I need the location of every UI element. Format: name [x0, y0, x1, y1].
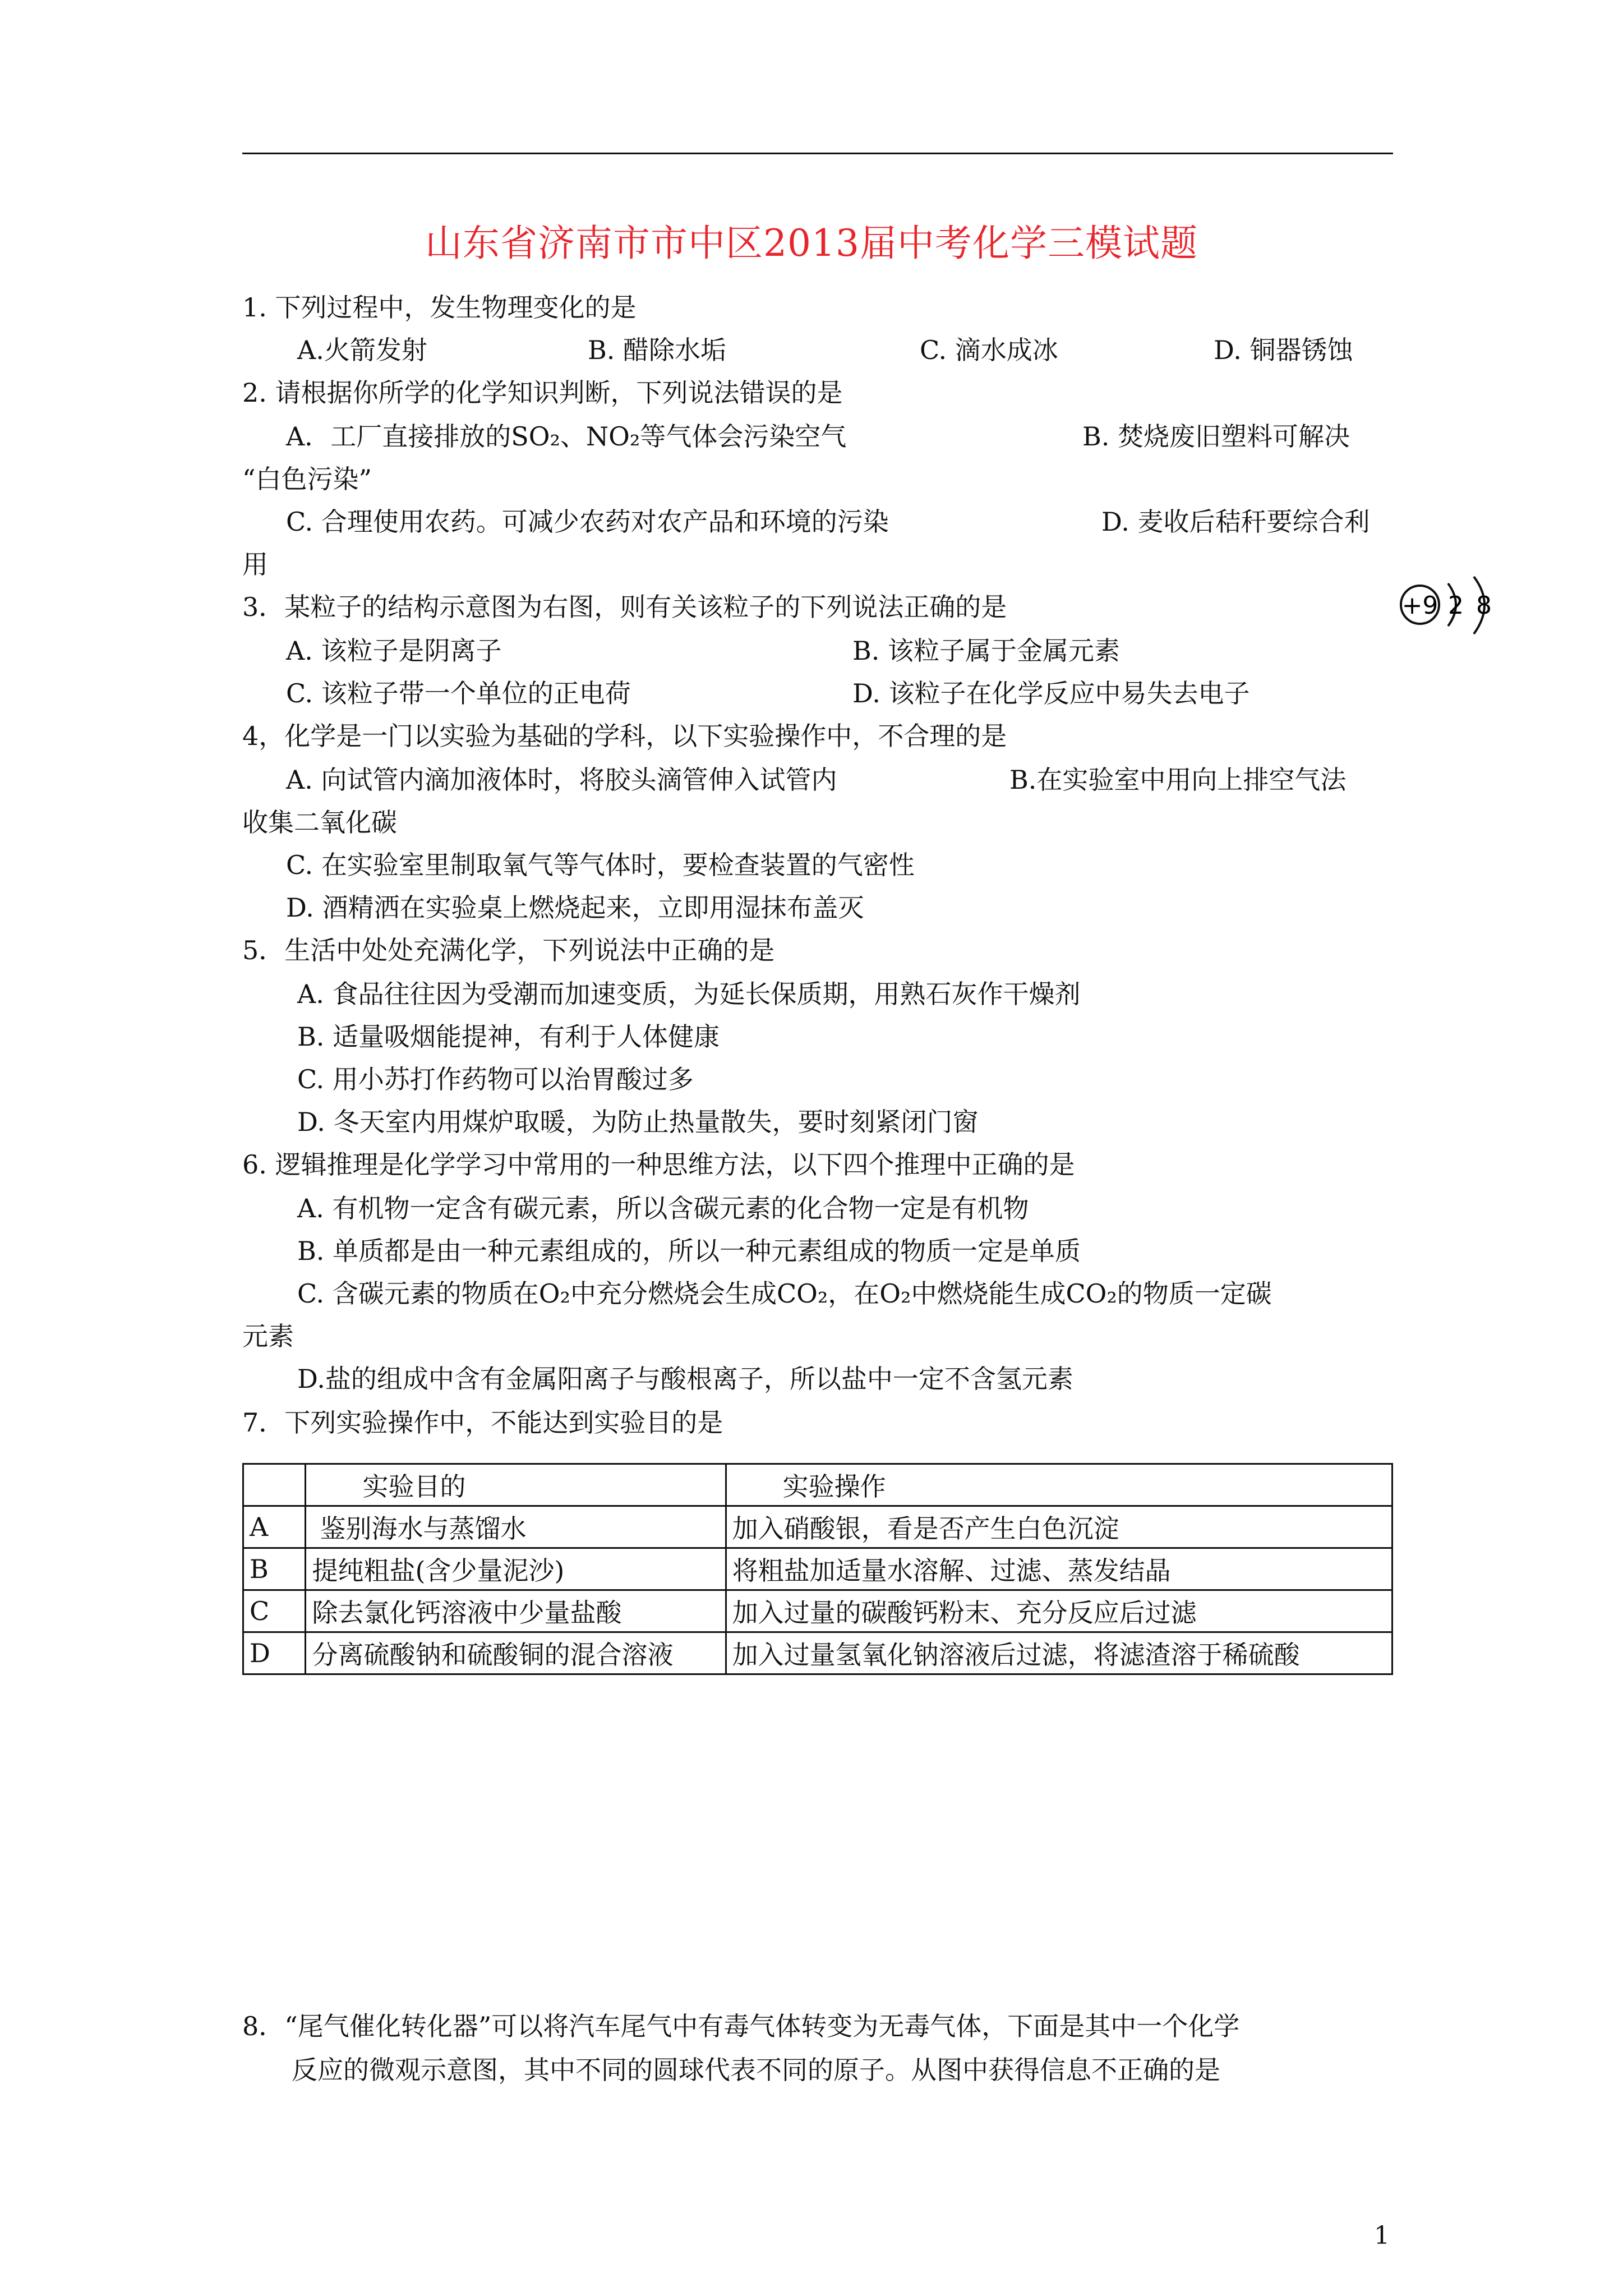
table-cell-purpose: 鉴别海水与蒸馏水 [306, 1506, 726, 1548]
q2-option-d: D. 麦收后秸秆要综合利 [1101, 507, 1370, 537]
atom-structure-diagram [1396, 572, 1509, 673]
q6-option-c: C. 含碳元素的物质在O₂中充分燃烧会生成CO₂，在O₂中燃烧能生成CO₂的物质一定碳 [297, 1278, 1272, 1309]
header-rule [242, 153, 1393, 154]
table-cell-label: A [243, 1506, 306, 1548]
q4-option-b-cont: 收集二氧化碳 [242, 807, 397, 838]
table-row [243, 1590, 1393, 1632]
q6-option-b: B. 单质都是由一种元素组成的，所以一种元素组成的物质一定是单质 [297, 1236, 1081, 1266]
q2-option-c: C. 合理使用农药。可减少农药对农产品和环境的污染 [286, 507, 889, 537]
table-row [243, 1506, 1393, 1548]
table-cell-purpose: 提纯粗盐(含少量泥沙) [306, 1548, 726, 1590]
q2-option-b: B. 焚烧废旧塑料可解决 [1082, 421, 1350, 452]
table-cell-label: C [243, 1590, 306, 1632]
table-header-cell: 实验目的 [306, 1464, 726, 1506]
q1-stem: 1. 下列过程中，发生物理变化的是 [242, 292, 637, 323]
table-cell-operation: 加入过量的碳酸钙粉末、充分反应后过滤 [726, 1590, 1392, 1632]
q4-option-b: B.在实验室中用向上排空气法 [1009, 765, 1347, 795]
q1-option-d: D. 铜器锈蚀 [1214, 335, 1353, 365]
q3-stem: 3．某粒子的结构示意图为右图，则有关该粒子的下列说法正确的是 [242, 592, 1007, 622]
table-row [243, 1548, 1393, 1590]
q3-option-a: A. 该粒子是阴离子 [286, 636, 502, 666]
table-cell-label: B [243, 1548, 306, 1590]
q5-option-b: B. 适量吸烟能提神，有利于人体健康 [297, 1022, 720, 1052]
table-cell-label: D [243, 1632, 306, 1674]
q4-stem: 4，化学是一门以实验为基础的学科，以下实验操作中，不合理的是 [242, 721, 1007, 751]
q2-option-d-cont: 用 [242, 549, 268, 579]
experiment-table [242, 1463, 1393, 1675]
table-header-cell: 实验操作 [726, 1464, 1392, 1506]
q3-option-c: C. 该粒子带一个单位的正电荷 [286, 678, 631, 708]
q2-option-b-cont: “白色污染” [242, 464, 372, 494]
page-title: 山东省济南市市中区2013届中考化学三模试题 [425, 222, 1198, 265]
q6-option-d: D.盐的组成中含有金属阳离子与酸根离子，所以盐中一定不含氢元素 [297, 1364, 1073, 1394]
table-cell-operation: 加入过量氢氧化钠溶液后过滤，将滤渣溶于稀硫酸 [726, 1632, 1392, 1674]
q5-option-c: C. 用小苏打作药物可以治胃酸过多 [297, 1064, 694, 1094]
table-header-cell [243, 1464, 306, 1506]
q8-stem: 8．“尾气催化转化器”可以将汽车尾气中有毒气体转变为无毒气体，下面是其中一个化学 [242, 2011, 1240, 2041]
table-cell-purpose: 分离硫酸钠和硫酸铜的混合溶液 [306, 1632, 726, 1674]
table-header-row [243, 1464, 1393, 1506]
q4-option-d: D. 酒精洒在实验桌上燃烧起来，立即用湿抹布盖灭 [286, 892, 864, 923]
q7-stem: 7．下列实验操作中，不能达到实验目的是 [242, 1407, 723, 1438]
q6-option-a: A. 有机物一定含有碳元素，所以含碳元素的化合物一定是有机物 [297, 1193, 1029, 1223]
q5-option-a: A. 食品往往因为受潮而加速变质，为延长保质期，用熟石灰作干燥剂 [297, 979, 1081, 1009]
q3-option-d: D. 该粒子在化学反应中易失去电子 [852, 678, 1250, 708]
q1-option-b: B. 醋除水垢 [588, 335, 727, 365]
q4-option-c: C. 在实验室里制取氧气等气体时，要检查装置的气密性 [286, 850, 915, 880]
q1-option-a: A.火箭发射 [297, 335, 427, 365]
shell-1-electrons: 2 [1448, 591, 1464, 620]
q1-option-c: C. 滴水成冰 [920, 335, 1058, 365]
q6-stem: 6. 逻辑推理是化学学习中常用的一种思维方法，以下四个推理中正确的是 [242, 1149, 1075, 1180]
page-number: 1 [1374, 2221, 1390, 2250]
q2-stem: 2. 请根据你所学的化学知识判断，下列说法错误的是 [242, 378, 843, 408]
nucleus-charge: +9 [1401, 591, 1438, 620]
q4-option-a: A. 向试管内滴加液体时，将胶头滴管伸入试管内 [286, 765, 837, 795]
shell-2-electrons: 8 [1476, 591, 1492, 620]
table-cell-purpose: 除去氯化钙溶液中少量盐酸 [306, 1590, 726, 1632]
table-cell-operation: 将粗盐加适量水溶解、过滤、蒸发结晶 [726, 1548, 1392, 1590]
q3-option-b: B. 该粒子属于金属元素 [852, 636, 1121, 666]
q8-stem-cont: 反应的微观示意图，其中不同的圆球代表不同的原子。从图中获得信息不正确的是 [292, 2055, 1220, 2085]
q2-option-a: A．工厂直接排放的SO₂、NO₂等气体会污染空气 [286, 421, 847, 452]
q6-option-c-cont: 元素 [242, 1321, 294, 1351]
q5-option-d: D. 冬天室内用煤炉取暖，为防止热量散失，要时刻紧闭门窗 [297, 1107, 979, 1137]
q5-stem: 5．生活中处处充满化学，下列说法中正确的是 [242, 935, 775, 965]
table-cell-operation: 加入硝酸银，看是否产生白色沉淀 [726, 1506, 1392, 1548]
table-row [243, 1632, 1393, 1674]
